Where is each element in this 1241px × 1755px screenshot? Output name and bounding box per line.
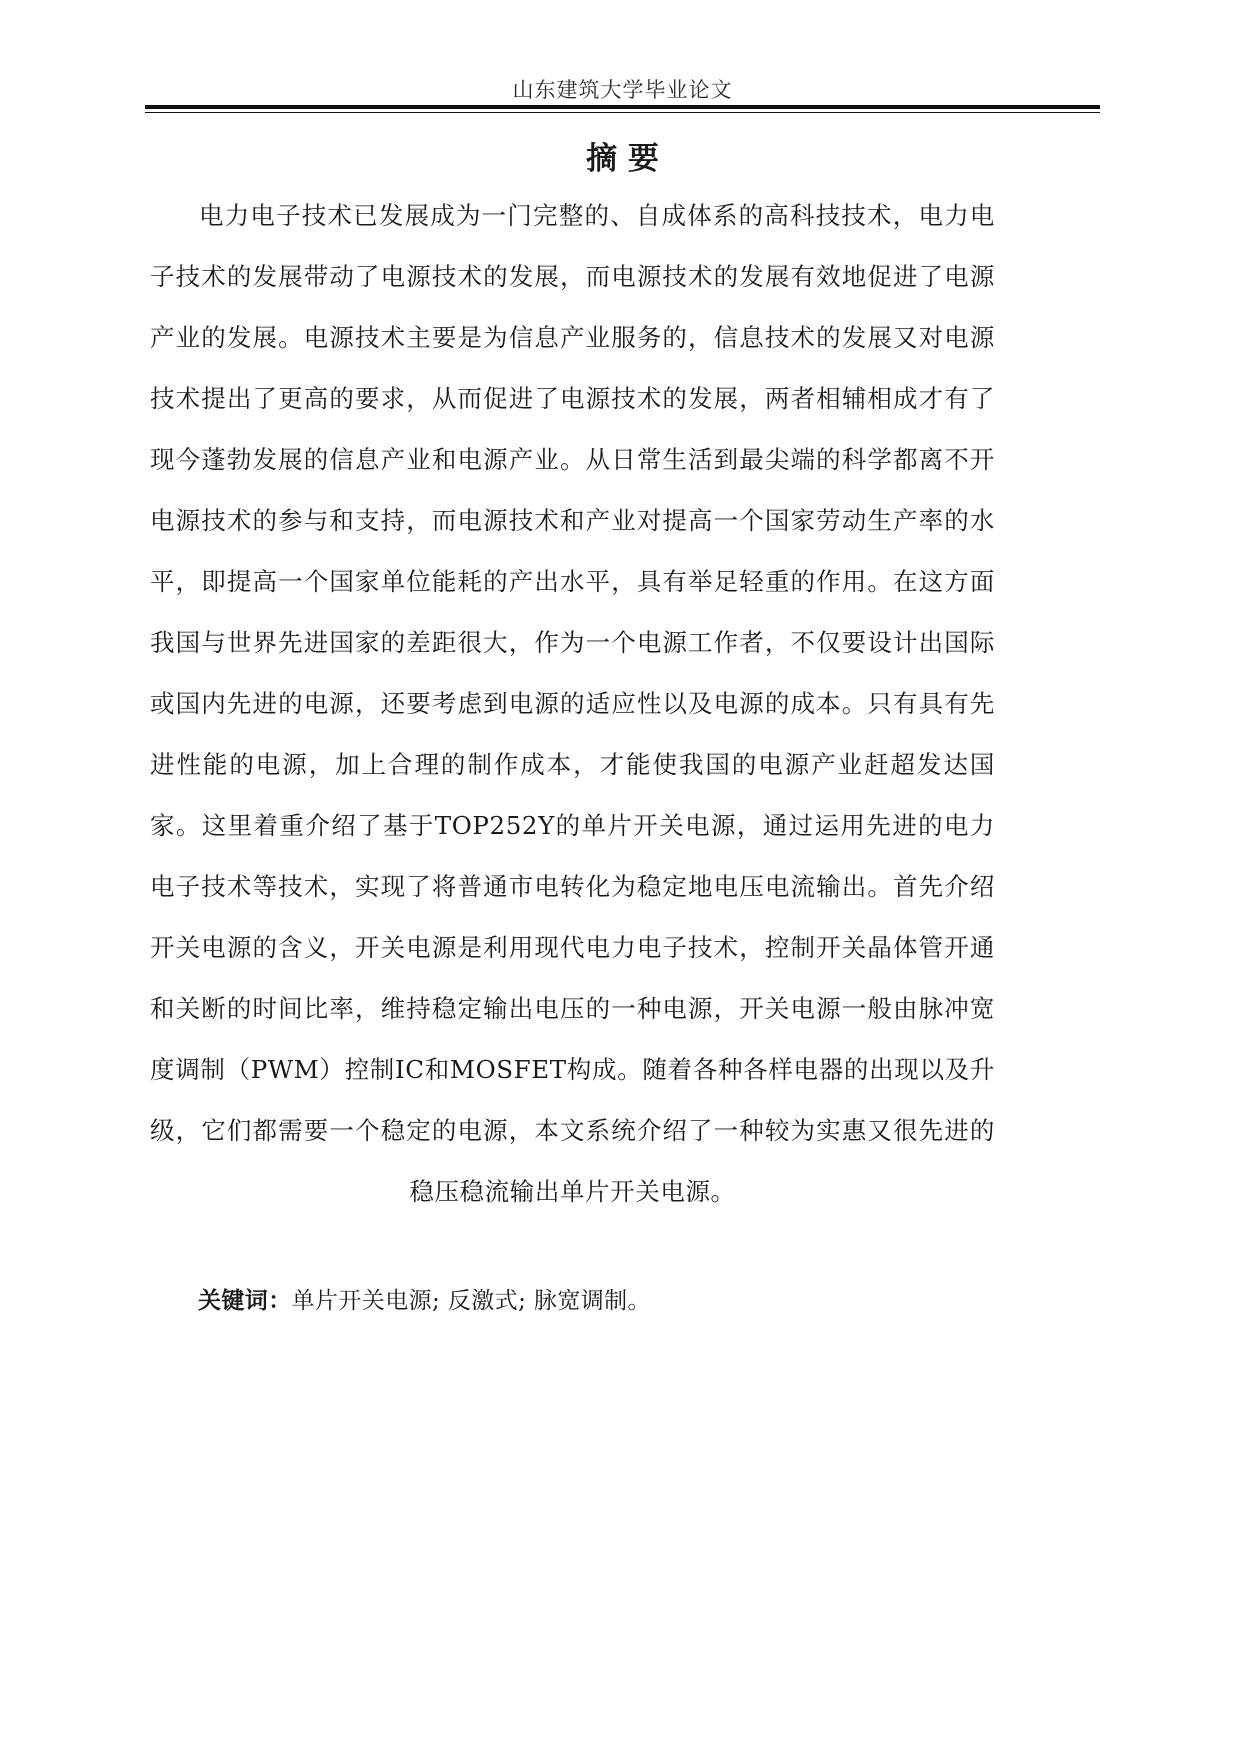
- keywords-label: 关键词：: [198, 1288, 292, 1314]
- header-rule-thick: [145, 105, 1100, 109]
- abstract-title: 摘 要: [586, 141, 659, 177]
- running-header: 山东建筑大学毕业论文: [512, 78, 733, 102]
- keywords-value: 单片开关电源; 反激式; 脉宽调制。: [291, 1288, 651, 1314]
- abstract-body: 电力电子技术已发展成为一门完整的、自成体系的高科技技术，电力电子技术的发展带动了电源技术的发展，而电源技术的发展有效地促进了电源产业的发展。电源技术主要是为信息产业服务的，信息技术的发展又对电源技术提出了更高的要求，从而促进了电源技术的发展，两者相辅相成才有了现今蓬勃发展的信息产业和电源产业。从日常生活到最尖端的科学都离不开电源技术的参与和支持，而电源技术和产业对提高一个国家劳动生产率的水平，即提高一个国家单位能耗的产出水平，具有举足轻重的作用。在这方面我国与世界先进国家的差距很大，作为一个电源工作者，不仅要设计出国际或国内先进的电源，还要考虑到电源的适应性以及电源的成本。只有具有先进性能的电源，加上合理的制作成本，才能使我国的电源产业赶超发达国家。这里着重介绍了基于TOP252Y的单片开关电源，通过运用先进的电力电子技术等技术，实现了将普通市电转化为稳定地电压电流输出。首先介绍开关电源的含义，开关电源是利用现代电力电子技术，控制开关晶体管开通和关断的时间比率，维持稳定输出电压的一种电源，开关电源一般由脉冲宽度调制（PWM）控制IC和MOSFET构成。随着各种各样电器的出现以及升级，它们都需要一个稳定的电源，本文系统介绍了一种较为实惠又很先进的稳压稳流输出单片开关电源。: [150, 201, 995, 1206]
- keywords-line: [198, 1282, 651, 1315]
- header-rule-thin: [145, 112, 1100, 113]
